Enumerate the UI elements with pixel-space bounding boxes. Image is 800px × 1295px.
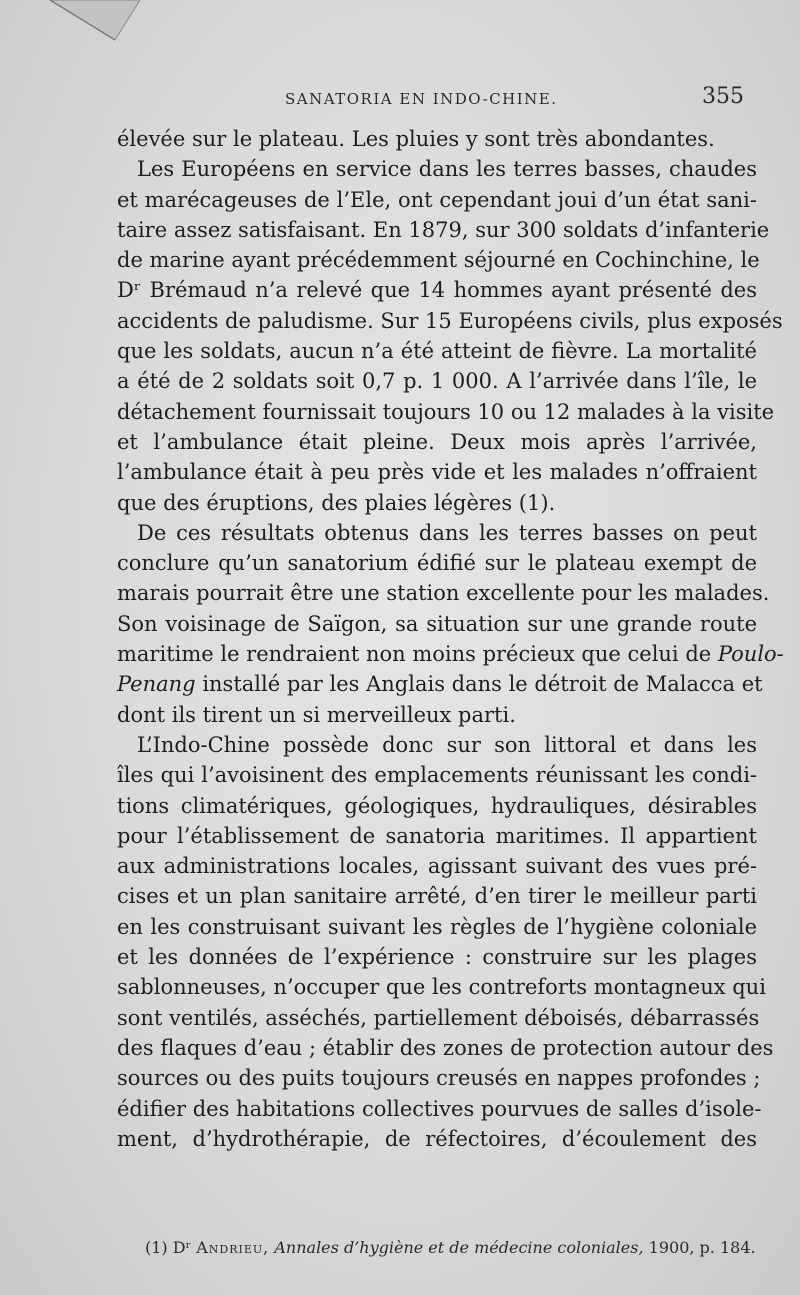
place-name: Penang xyxy=(117,672,196,697)
text-line: pour l’établissement de sanatoria maritimes. Il appartient xyxy=(117,823,757,848)
text-line: taire assez satisfaisant. En 1879, sur 300 soldats d’infanterie xyxy=(117,217,770,242)
text-line: accidents de paludisme. Sur 15 Européens civils, plus exposés xyxy=(117,308,783,333)
text-line: édifier des habitations collectives pourvues de salles d’isole- xyxy=(117,1096,762,1121)
text-line: élevée sur le plateau. Les pluies y sont très abondantes. xyxy=(117,127,715,151)
text-line: des flaques d’eau ; établir des zones de protection autour des xyxy=(117,1035,774,1060)
folded-corner-mark xyxy=(30,0,140,55)
text-line: cises et un plan sanitaire arrêté, d’en tirer le meilleur parti xyxy=(117,884,757,909)
text-line: de marine ayant précédemment séjourné en Cochinchine, le xyxy=(117,248,760,273)
text-line: marais pourrait être une station excellente pour les malades. xyxy=(117,581,770,606)
text-line: Penang installé par les Anglais dans le détroit de Malacca et xyxy=(117,672,763,697)
text-line: en les construisant suivant les règles de l’hygiène coloniale xyxy=(117,914,757,939)
text-line: tions climatériques, géologiques, hydrauliques, désirables xyxy=(117,793,757,818)
running-title: SANATORIA EN INDO-CHINE. xyxy=(285,90,558,108)
text-line: l’ambulance était à peu près vide et les malades n’offraient xyxy=(117,460,757,485)
text-line: îles qui l’avoisinent des emplacements réunissant les condi- xyxy=(117,763,757,788)
text-line: que les soldats, aucun n’a été atteint de fièvre. La mortalité xyxy=(117,339,757,364)
text-line: sont ventilés, asséchés, partiellement déboisés, débarrassés xyxy=(117,1005,760,1030)
footnote-author-prefix: Dʳ xyxy=(172,1238,192,1257)
place-name: Poulo- xyxy=(717,642,784,667)
footnote-marker: (1) xyxy=(145,1238,168,1257)
text-line: a été de 2 soldats soit 0,7 p. 1 000. A l’arrivée dans l’île, le xyxy=(117,369,757,394)
page-number: 355 xyxy=(702,84,744,109)
text-line: et marécageuses de l’Ele, ont cependant joui d’un état sani- xyxy=(117,187,757,212)
text-line: dont ils tirent un si merveilleux parti. xyxy=(117,702,516,727)
text-line: que des éruptions, des plaies légères (1). xyxy=(117,490,556,515)
footnote-author: Andrieu, xyxy=(196,1238,270,1257)
footnote xyxy=(145,1238,756,1257)
text-line: De ces résultats obtenus dans les terres basses on peut xyxy=(137,520,757,545)
text-line: détachement fournissait toujours 10 ou 12 malades à la visite xyxy=(117,399,775,424)
text-line: Son voisinage de Saïgon, sa situation sur une grande route xyxy=(117,611,757,636)
text-line: et l’ambulance était pleine. Deux mois après l’arrivée, xyxy=(117,429,757,454)
text-line: ment, d’hydrothérapie, de réfectoires, d’écoulement des xyxy=(117,1126,757,1151)
footnote-journal: Annales d’hygiène et de médecine coloniales, xyxy=(274,1238,644,1257)
text-line: L’Indo-Chine possède donc sur son littoral et dans les xyxy=(137,732,757,757)
text-line: Dʳ Brémaud n’a relevé que 14 hommes ayant présenté des xyxy=(117,278,757,303)
footnote-year-page: 1900, p. 184. xyxy=(648,1238,756,1257)
text-line: conclure qu’un sanatorium édifié sur le plateau exempt de xyxy=(117,551,757,576)
text-line: et les données de l’expérience : construire sur les plages xyxy=(117,945,757,970)
text-line: aux administrations locales, agissant suivant des vues pré- xyxy=(117,854,757,879)
body-text xyxy=(117,124,784,1154)
text-line: sources ou des puits toujours creusés en nappes profondes ; xyxy=(117,1066,761,1091)
text-line: maritime le rendraient non moins précieux que celui de Poulo- xyxy=(117,642,784,667)
text-line: sablonneuses, n’occuper que les contreforts montagneux qui xyxy=(117,975,766,1000)
text-line: Les Européens en service dans les terres basses, chaudes xyxy=(137,157,757,182)
